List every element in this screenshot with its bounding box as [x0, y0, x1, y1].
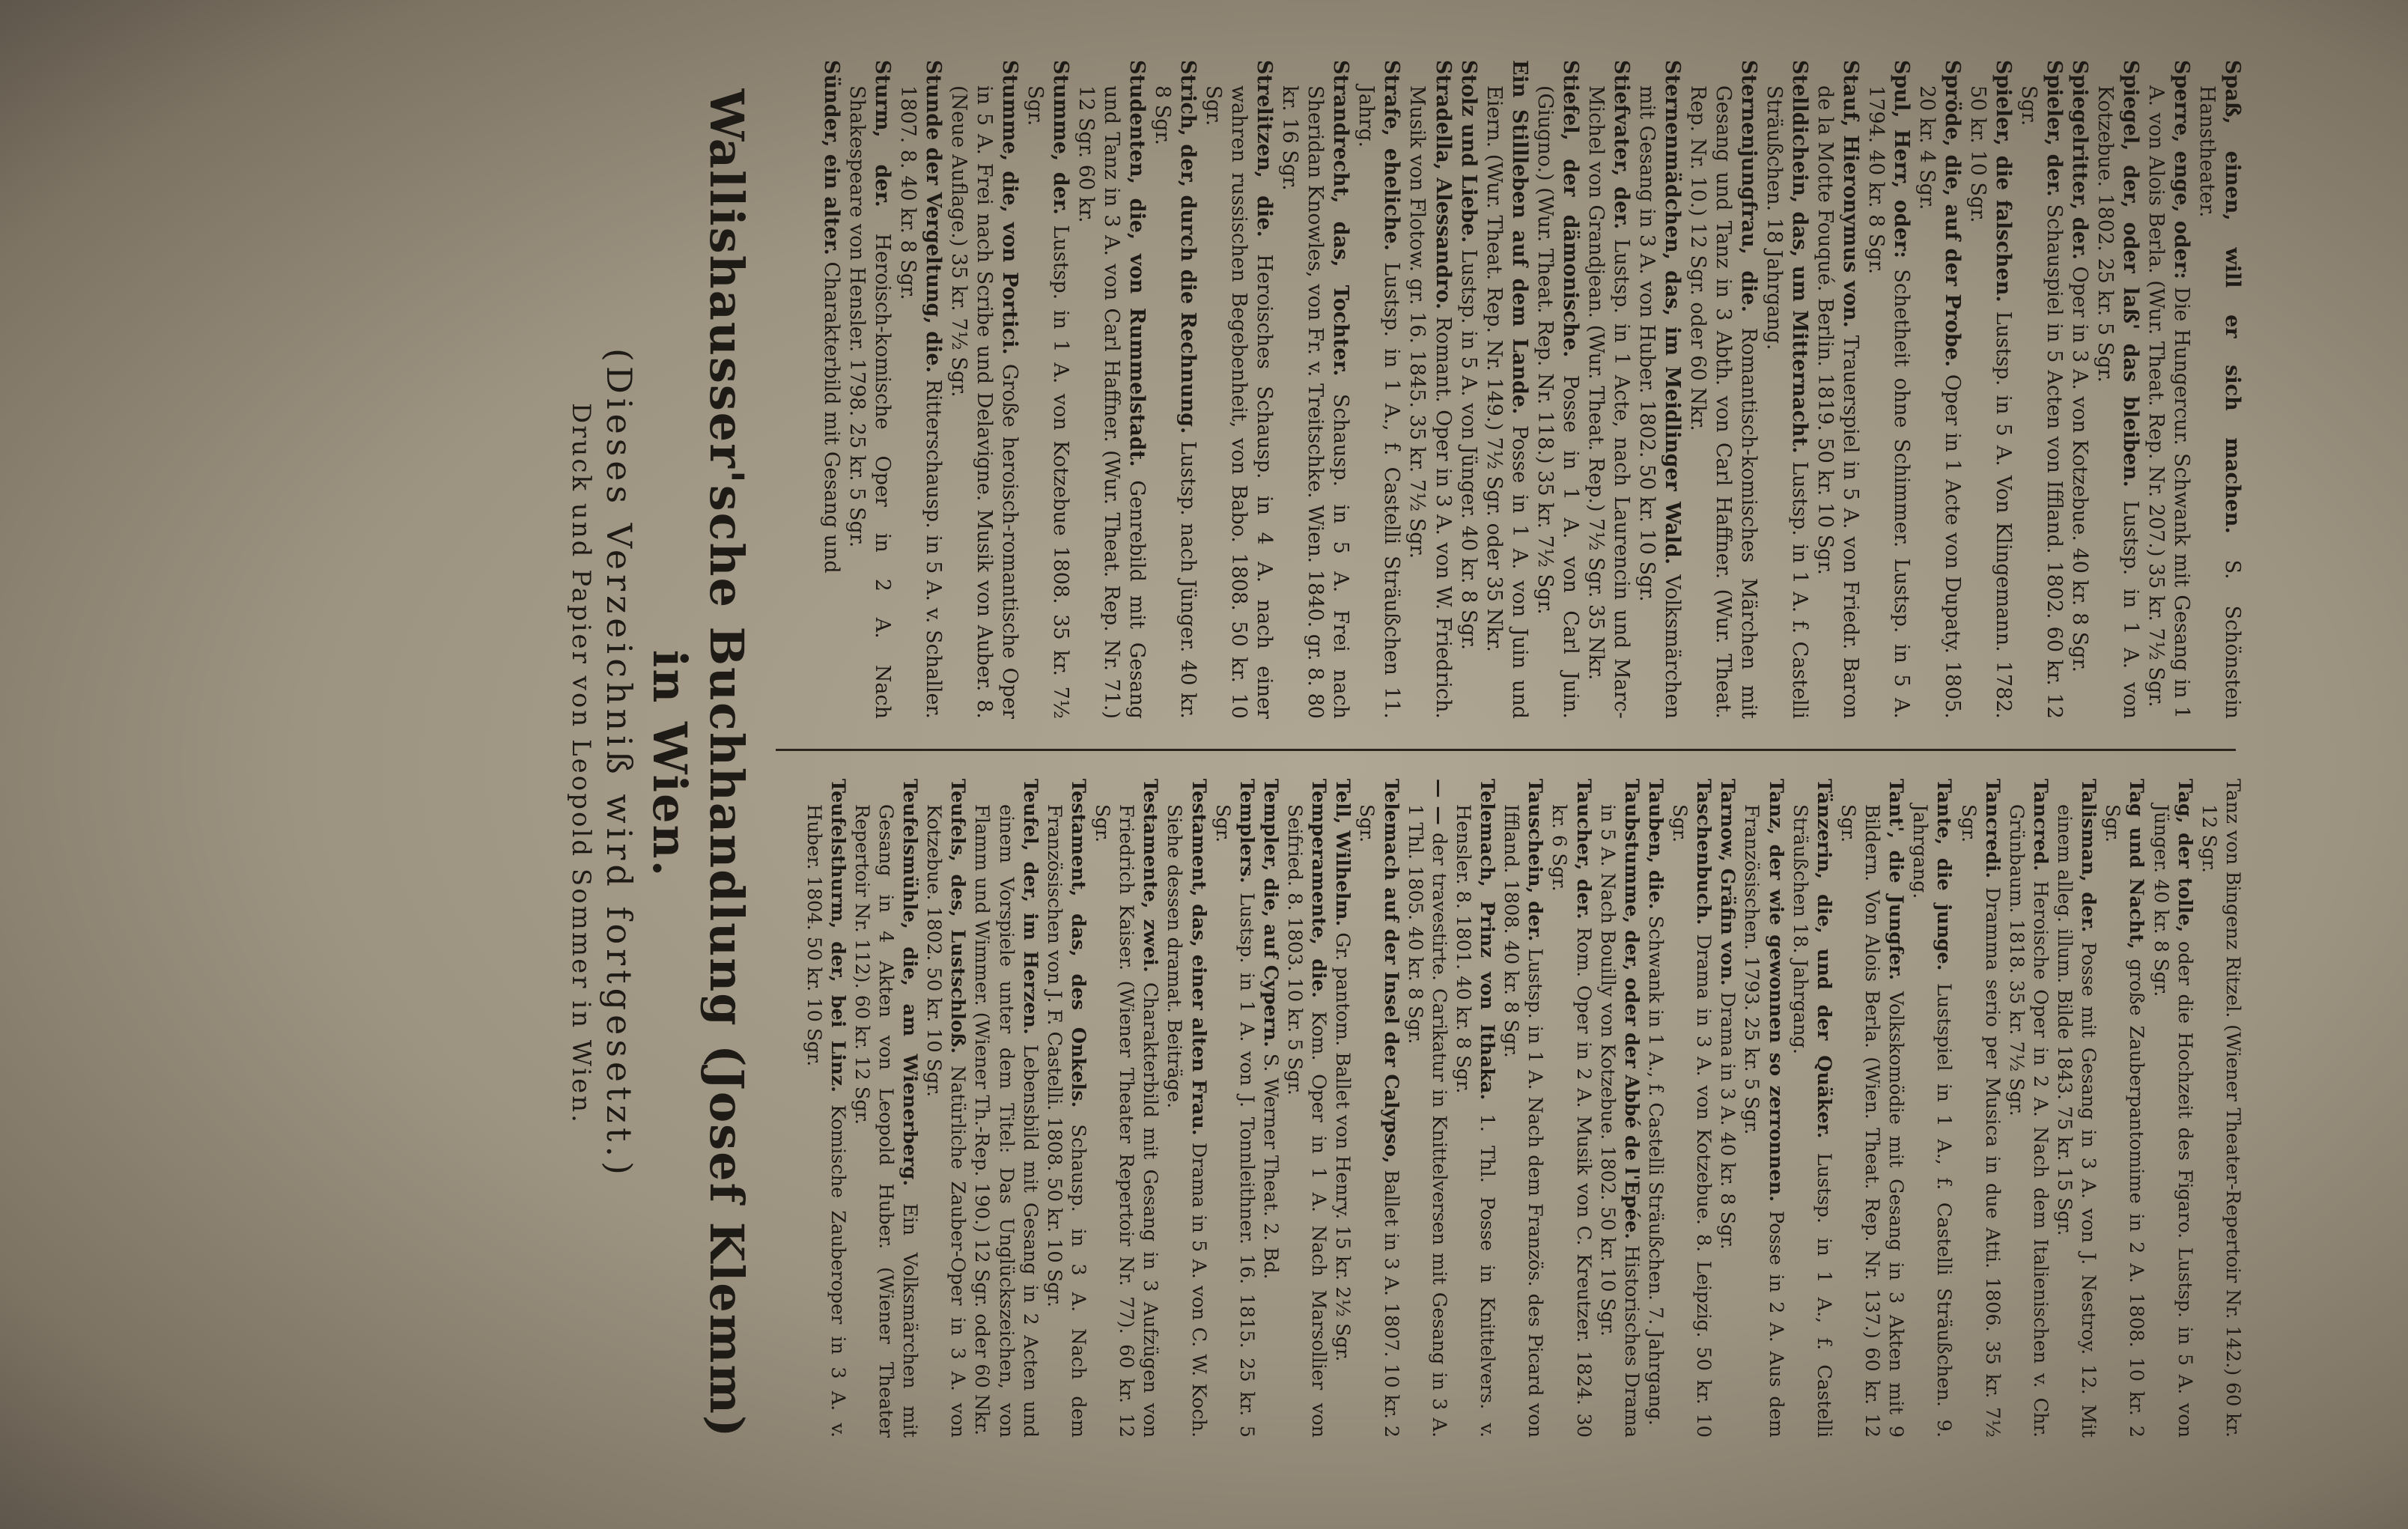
- entry-title: Taucher, der.: [1572, 779, 1595, 919]
- continuation-note: (Dieses Verzeichniß wird fortgesetzt.): [599, 348, 639, 1179]
- entry-details: Natürliche Zauber-Oper in 3 A. von Kotzebue. 1802. 50 kr. 10 Sgr.: [922, 804, 970, 1438]
- catalogue-entry: [802, 779, 850, 1438]
- catalogue-entry: [1277, 60, 1353, 719]
- catalogue-entry: [1908, 779, 1956, 1438]
- entry-details: Ein Volksmärchen mit Gesang in 4 Akten von Leopold Huber. (Wiener Theater Repertoir Nr. 112). 60 kr. 12 Sgr.: [850, 804, 922, 1438]
- entry-title: Tauschein, der.: [1524, 779, 1547, 942]
- catalogue-entry: [1788, 779, 1836, 1438]
- entry-details: Drama in 3 A. 40 kr. 8 Sgr.: [1716, 991, 1739, 1250]
- entry-details: Posse in 1 A. von Carl Juin. (Giugno.) (Wur. Theat. Rep. Nr. 118.) 35 kr. 7½ Sgr.: [1533, 85, 1582, 719]
- catalogue-entry: [1739, 779, 1787, 1438]
- catalogue-entry: [1211, 779, 1259, 1438]
- entry-title: Tante, die junge.: [1933, 779, 1956, 971]
- catalogue-entry: [2052, 779, 2100, 1438]
- catalogue-entry: [1499, 779, 1547, 1438]
- entry-title: Stiefel, der dämonische.: [1558, 60, 1582, 358]
- entry-details: Volksmärchen mit Gesang in 3 A. von Huber. 1802. 50 kr. 10 Sgr.: [1635, 85, 1684, 719]
- entry-title: — —: [1427, 779, 1450, 825]
- entry-details: Volkskomödie mit Gesang in 3 Akten mit 9 Bildern. Von Alois Berla. (Wien. Theat. Rep. Nr. 137.) 60 kr. 12 Sgr.: [1837, 804, 1908, 1438]
- entry-details: Posse mit Gesang in 3 A. von J. Nestroy. 12. Mit einem alleg. illum. Bilde 1843. 75 kr. 15 Sgr.: [2053, 804, 2100, 1438]
- entry-title: Templer, die, auf Cypern.: [1259, 779, 1282, 1048]
- entry-details: Charakterbild mit Gesang in 3 Aufzügen von Friedrich Kaiser. (Wiener Theater Repertoir Nr. 77). 60 kr. 12 Sgr.: [1091, 804, 1162, 1438]
- catalogue-entry: [1331, 779, 1354, 1438]
- entry-details: Drama in 3 A. von Kotzebue. 8. Leipzig. 50 kr. 10 Sgr.: [1668, 804, 1715, 1438]
- entry-details: Kom. Oper in 1 A. Nach Marsollier von Seifried. 8. 1803. 10 kr. 5 Sgr.: [1283, 804, 1331, 1438]
- entry-title: Stauf, Hieronymus von.: [1838, 60, 1862, 328]
- catalogue-entry: [850, 779, 922, 1438]
- entry-details: Oper in 3 A. von Kotzebue. 40 kr. 8 Sgr.: [2067, 266, 2091, 673]
- printer-line: Druck und Papier von Leopold Sommer in Wien.: [566, 403, 596, 1125]
- catalogue-entry: [1354, 779, 1402, 1438]
- entry-title: Tancred.: [2029, 779, 2052, 872]
- entry-details: Lustsp. in 1 A. f. Castelli Sträußchen. 18 Jahrgang.: [1762, 85, 1811, 719]
- entry-title: Sternenjungfrau, die.: [1736, 60, 1760, 313]
- entry-title: Stumme, der.: [1049, 60, 1073, 215]
- entry-title: Strafe, eheliche.: [1380, 60, 1404, 252]
- catalogue-entry: [1644, 779, 1667, 1438]
- entry-details: Charakterbild mit Gesang und: [820, 261, 844, 574]
- catalogue-entry: [2194, 60, 2245, 719]
- right-column: [770, 779, 2245, 1438]
- entry-title: Spieler, der.: [2042, 60, 2066, 197]
- catalogue-entry: [1583, 60, 1634, 719]
- catalogue-entry: [1863, 60, 1914, 719]
- entry-title: Tag, der tolle,: [2173, 779, 2196, 933]
- catalogue-entry: [1162, 779, 1210, 1438]
- catalogue-entry: [1259, 779, 1283, 1438]
- catalogue-entry: [2004, 779, 2052, 1438]
- entry-details: Oper in 1 Acte von Dupaty. 1805. 20 kr. 4 Sgr.: [1915, 85, 1964, 719]
- entry-details: Posse in 1 A. von Juin und Eiern. (Wur. Theat. Rep. Nr. 149.) 7½ Sgr. oder 35 Nkr.: [1482, 85, 1531, 719]
- entry-title: Stiefvater, der.: [1609, 60, 1633, 230]
- entry-details: Schausp. in 3 A. Nach dem Französischen von J. F. Castelli. 1808. 50 kr. 10 Sgr.: [1042, 804, 1089, 1438]
- entry-title: Tancredi.: [1980, 779, 2004, 879]
- entry-details: Lustsp. in 1 A. von Kotzebue. 1802. 25 kr. 5 Sgr.: [2093, 85, 2142, 719]
- catalogue-entry: [1596, 779, 1644, 1438]
- catalogue-entry: [2100, 779, 2148, 1438]
- entry-details: Lustsp. in 1 A. von Kotzebue 1808. 35 kr. 7½ Sgr.: [1024, 85, 1073, 719]
- entry-details: Historisches Drama in 5 A. Nach Bouilly von Kotzebue. 1802. 50 kr. 10 Sgr.: [1596, 804, 1643, 1438]
- catalogue-entry: [1667, 779, 1715, 1438]
- catalogue-entry: [1451, 779, 1499, 1438]
- entry-details: Komische Zauberoper in 3 A. v. Huber. 1804. 50 kr. 10 Sgr.: [802, 804, 849, 1438]
- catalogue-entry: [1761, 60, 1812, 719]
- entry-title: Teufel, der, im Herzen.: [1018, 779, 1042, 1035]
- catalogue-entry: [946, 60, 1022, 719]
- entry-title: Sünder, ein alter.: [820, 60, 844, 255]
- catalogue-entry: [1353, 60, 1404, 719]
- catalogue-entry: [1403, 779, 1451, 1438]
- entry-details: Große heroisch-romantische Oper in 5 A. Frei nach Scribe und Delavigne. Musik von Auber. 8. (Neue Auflage.) 35 kr. 7½ Sgr.: [947, 85, 1022, 719]
- entry-details: Drama in 5 A. von C. W. Koch. Siehe dessen dramat. Beiträge.: [1163, 804, 1210, 1438]
- entry-title: Taubstumme, der, oder der Abbé de l'Epée.: [1620, 779, 1643, 1240]
- entry-title: Testament, das, des Onkels.: [1067, 779, 1089, 1108]
- entry-details: Lustsp. nach Jünger. 40 kr. 8 Sgr.: [1151, 85, 1200, 719]
- entry-details: S. Werner Theat. 2. Bd.: [1259, 1053, 1282, 1280]
- entry-title: Spieler, die falschen.: [1991, 60, 2015, 303]
- catalogue-entry: [1149, 60, 1200, 719]
- entry-details: der travestirte. Carikatur in Knittelversen mit Gesang in 3 A. 1 Thl. 1805. 40 kr. 8 Sgr.: [1403, 804, 1450, 1438]
- entry-details: 1. Thl. Posse in Knittelvers. v. Hensler. 8. 1801. 40 kr. 8 Sgr.: [1452, 804, 1499, 1438]
- entry-title: Tant', die Jungfer.: [1885, 779, 1908, 981]
- entry-details: Heroisches Schausp. in 4 A. nach einer wahren russischen Begebenheit, von Babo. 1808. 50 kr. 10 Sgr.: [1202, 85, 1277, 719]
- catalogue-entry: [1715, 779, 1739, 1438]
- catalogue-entry: [1042, 779, 1090, 1438]
- catalogue-entry: [2143, 60, 2194, 719]
- entry-details: Tanz von Bingenz Ritzel. (Wiener Theater-Repertoir Nr. 142.) 60 kr. 12 Sgr.: [2197, 779, 2244, 1438]
- entry-title: Stumme, die, von Portici.: [998, 60, 1022, 355]
- entry-title: Spaß, einen, will er sich machen.: [2221, 60, 2244, 534]
- catalogue-entry: [1022, 60, 1073, 719]
- entry-title: Telemach auf der Insel der Calypso,: [1379, 779, 1402, 1164]
- entry-title: Stolz und Liebe.: [1456, 60, 1480, 243]
- entry-title: Templers.: [1235, 779, 1258, 884]
- catalogue-entry: [844, 60, 895, 719]
- entry-details: Schwank in 1 A., f. Castelli Sträußchen. 7. Jahrgang.: [1644, 915, 1667, 1426]
- entry-details: Schauspiel in 5 Acten von Iffland. 1802. 60 kr. 12 Sgr.: [2016, 85, 2066, 719]
- entry-details: Romantisch-komisches Märchen mit Gesang und Tanz in 3 Abth. von Carl Haffner. (Wur. Theat. Rep. Nr. 10.) 12 Sgr. oder 60 Nkr.: [1685, 85, 1760, 719]
- entry-details: Lustspiel in 1 A., f. Castelli Sträußchen. 9. Jahrgang.: [1909, 804, 1956, 1438]
- entry-title: Stelldichein, das, um Mitternacht.: [1787, 60, 1811, 454]
- catalogue-entry: [1685, 60, 1761, 719]
- catalogue-entry: [2149, 779, 2197, 1438]
- catalogue-entry: [1634, 60, 1685, 719]
- catalogue-entry: [1073, 60, 1149, 719]
- catalogue-entry: [818, 60, 844, 719]
- catalogue-entry: [1965, 60, 2016, 719]
- entry-details: Schausp. in 5 A. Frei nach Sheridan Knowles, von Fr. v. Treitschke. Wien. 1840. gr. 8. 80 kr. 16 Sgr.: [1278, 85, 1353, 719]
- catalogue-entry: [1956, 779, 2004, 1438]
- entry-details: große Zauberpantomime in 2 A. 1808. 10 kr. 2 Sgr.: [2101, 804, 2148, 1438]
- entry-title: Stunde der Vergeltung, die.: [922, 60, 946, 373]
- catalogue-entry: [1090, 779, 1162, 1438]
- catalogue-entry: [1481, 60, 1532, 719]
- entry-title: Spröde, die, auf der Probe.: [1940, 60, 1964, 368]
- catalogue-entry: [922, 779, 970, 1438]
- entry-details: Posse in 2 A. Aus dem Französischen. 1793. 25 kr. 5 Sgr.: [1740, 804, 1787, 1438]
- entry-details: Die Hungercur. Schwank mit Gesang in 1 A. von Alois Berla. (Wur. Theat. Rep. Nr. 207.) 35 kr. 7½ Sgr.: [2144, 85, 2193, 719]
- column-divider: [776, 749, 2236, 751]
- catalogue-entry: [1404, 60, 1455, 719]
- catalogue-entry: [1532, 60, 1583, 719]
- page-footer: [565, 60, 755, 1468]
- entry-details: Romant. Oper in 3 A. von W. Friedrich. Musik von Flotow. gr. 16. 1845. 35 kr. 7½ Sgr.: [1405, 85, 1455, 719]
- catalogue-entry: [2016, 60, 2067, 719]
- catalogue-entry: [1812, 60, 1863, 719]
- entry-title: Testamente, zwei.: [1139, 779, 1162, 973]
- entry-title: Teufelsmühle, die, am Wienerberg.: [899, 779, 922, 1187]
- entry-title: Sternenmädchen, das, im Meidlinger Wald.: [1660, 60, 1684, 565]
- entry-details: Schetheit ohne Schimmer. Lustsp. in 5 A. 1794. 40 kr. 8 Sgr.: [1864, 85, 1913, 719]
- entry-title: Teufelsthurm, der, bei Linz.: [826, 779, 849, 1092]
- entry-details: Lustsp. in 1 A., f. Castelli Sträußchen 18. Jahrgang.: [1788, 804, 1835, 1438]
- entry-title: Taschenbuch.: [1692, 779, 1715, 925]
- entry-title: Strandrecht, das, Tochter.: [1329, 60, 1353, 377]
- catalogue-entry: [2197, 779, 2245, 1438]
- entry-title: Teufels, des, Lustschloß.: [946, 779, 970, 1054]
- entry-title: Strich, der, durch die Rechnung.: [1176, 60, 1200, 434]
- entry-details: Lustsp. in 5 A. Von Klingemann. 1782. 50 kr. 10 Sgr.: [1965, 85, 2015, 719]
- entry-title: Tanz, der wie gewonnen so zerronnen.: [1764, 779, 1787, 1203]
- left-column: [770, 60, 2245, 719]
- catalogue-entry: [1200, 60, 1277, 719]
- entry-title: Tarnow, Gräfin von.: [1716, 779, 1739, 986]
- entry-title: Testament, das, einer alten Frau.: [1187, 779, 1210, 1136]
- catalogue-entry: [1914, 60, 1965, 719]
- entry-title: Stradella, Alessandro.: [1431, 60, 1455, 310]
- entry-title: Studenten, die, von Rummelstadt.: [1125, 60, 1149, 467]
- entry-details: Heroisch-komische Oper in 2 A. Nach Shakespeare von Hensler. 1798. 25 kr. 5 Sgr.: [845, 85, 895, 719]
- entry-title: Telemach, Prinz von Ithaka.: [1476, 779, 1499, 1101]
- entry-title: Sperre, enge, oder:: [2169, 60, 2193, 279]
- entry-details: Trauerspiel in 5 A. von Friedr. Baron de la Motte Fouqué. Berlin. 1819. 50 kr. 10 Sgr.: [1813, 85, 1862, 719]
- entry-details: Lustsp. in 1 A., f. Castelli Sträußchen 11. Jahrg.: [1354, 85, 1404, 719]
- entry-details: Lustsp. in 1 Acte, nach Laurencin und Marc-Michel von Grandjean. (Wur. Theat. Rep.) 7½ Sgr. 35 Nkr.: [1584, 85, 1633, 719]
- entry-title: Spiegel, der, oder laß' das bleiben.: [2118, 60, 2142, 487]
- entry-details: Gr. pantom. Ballet von Henry. 15 kr. 2½ Sgr.: [1331, 932, 1354, 1362]
- entry-title: Strelitzen, die.: [1253, 60, 1277, 237]
- entry-details: Rom. Oper in 2 A. Musik von C. Kreutzer. 1824. 30 kr. 6 Sgr.: [1548, 804, 1595, 1438]
- entry-details: Ritterschausp. in 5 A. v. Schaller. 1807. 8. 40 kr. 8 Sgr.: [896, 85, 946, 719]
- catalogue-entry: [895, 60, 946, 719]
- catalogue-entry: [1547, 779, 1595, 1438]
- entry-details: oder die Hochzeit des Figaro. Lustsp. in 5 A. von Jünger. 40 kr. 8 Sgr.: [2149, 804, 2196, 1438]
- entry-title: Tag und Nacht,: [2125, 779, 2148, 949]
- entry-details: Genrebild mit Gesang und Tanz in 3 A. von Carl Haffner. (Wur. Theat. Rep. Nr. 71.) 12 Sgr. 60 kr.: [1074, 85, 1149, 719]
- entry-details: Lustsp. in 1 A. von J. Tonnleithner. 16. 1815. 25 kr. 5 Sgr.: [1211, 804, 1258, 1438]
- entry-title: Tänzerin, die, und der Quäker.: [1812, 779, 1835, 1139]
- entry-title: Tell, Wilhelm.: [1331, 779, 1354, 927]
- entry-details: Heroische Oper in 2 A. Nach dem Italienischen v. Chr. Grünbaum. 1818. 35 kr. 7½ Sgr.: [2004, 804, 2052, 1438]
- catalogue-entry: [1283, 779, 1331, 1438]
- entry-details: Dramma serio per Musica in due Atti. 1806. 35 kr. 7½ Sgr.: [1956, 804, 2004, 1438]
- entry-title: Temperamente, die.: [1307, 779, 1331, 998]
- entry-title: Spiegelritter, der.: [2067, 60, 2091, 260]
- entry-details: Lebensbild mit Gesang in 2 Acten und einem Vorspiele unter dem Titel: Das Unglückszeichen, von Flamm und Wimmer. (Wiener Th.-Rep. 190.) 12 Sgr. oder 60 Nkr.: [970, 804, 1042, 1438]
- entry-details: Ballet in 3 A. 1807. 10 kr. 2 Sgr.: [1355, 804, 1402, 1438]
- catalogue-entry: [2067, 60, 2092, 719]
- catalogue-entry: [970, 779, 1042, 1438]
- catalogue-entry: [1456, 60, 1481, 719]
- catalogue-entry: [1836, 779, 1908, 1438]
- entry-details: Lustsp. in 5 A. von Jünger. 40 kr. 8 Sgr.: [1456, 249, 1480, 651]
- entry-title: Tauben, die.: [1644, 779, 1667, 910]
- catalogue-entry: [2092, 60, 2143, 719]
- catalogue-page: [103, 60, 2245, 1468]
- entry-details: Lustsp. in 1 A. Nach dem Französ. des Picard von Iffland. 1808. 40 kr. 8 Sgr.: [1500, 804, 1547, 1438]
- entry-title: Spul, Herr, oder:: [1889, 60, 1913, 258]
- entry-details: S. Schönstein Hanstheater.: [2195, 85, 2244, 719]
- entry-title: Ein Stillleben auf dem Lande.: [1507, 60, 1531, 415]
- entry-title: Sturm, der.: [871, 60, 895, 207]
- entry-title: Talisman, der.: [2077, 779, 2100, 933]
- publisher-imprint: Wallishausser'sche Buchhandlung (Josef Klemm) in Wien.: [642, 88, 754, 1439]
